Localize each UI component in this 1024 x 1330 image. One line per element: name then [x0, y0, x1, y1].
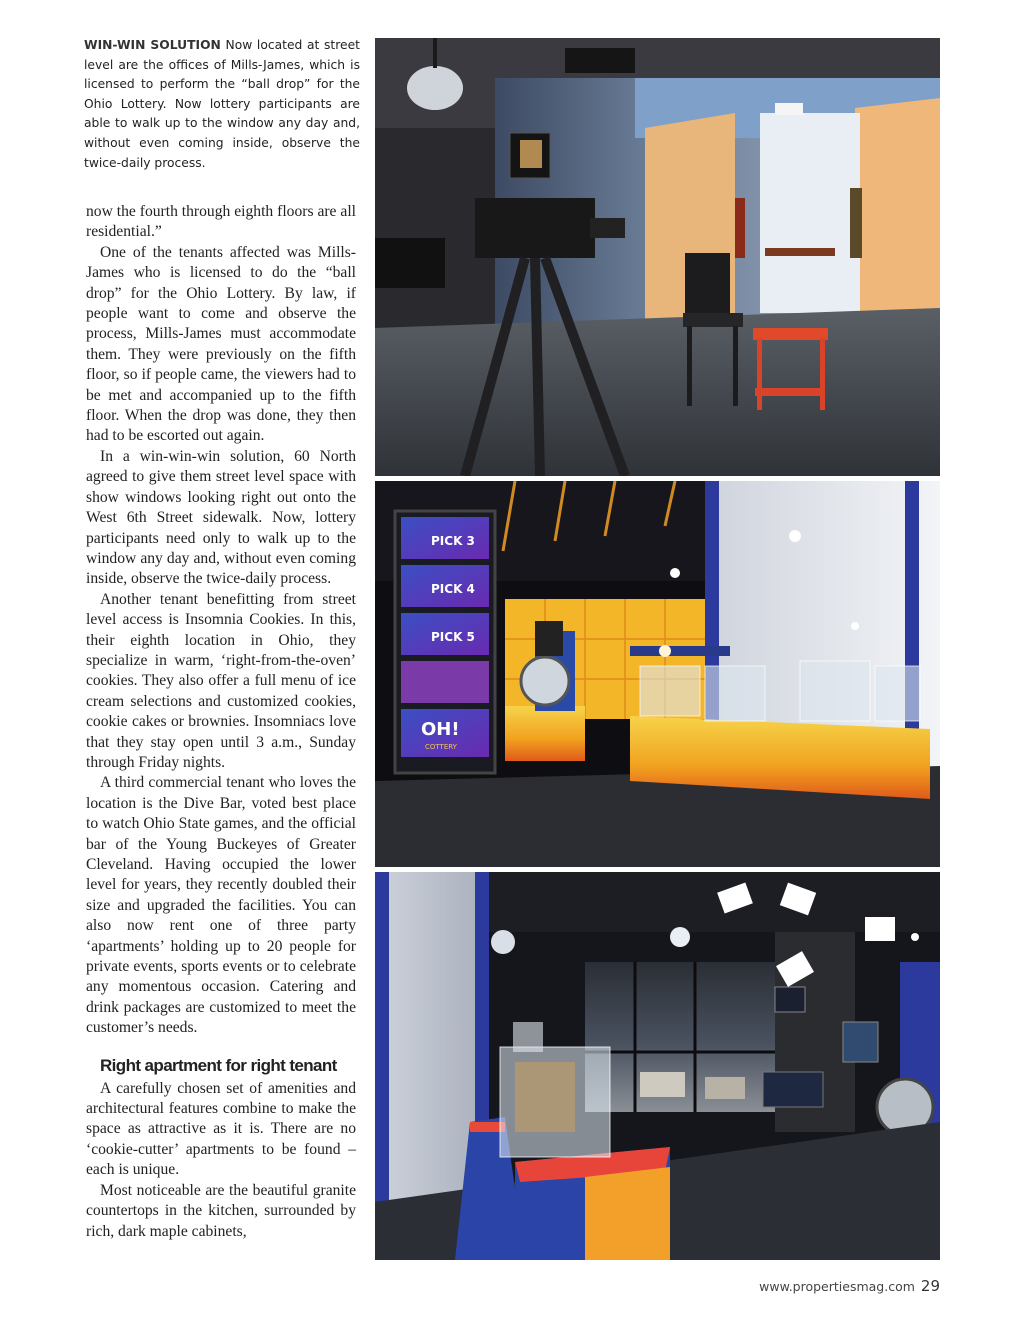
article-paragraph: Another tenant benefitting from street level access is Insomnia Cookies. In this, their eighth location in Ohio, they specialize in warm, ‘right-from-the-oven’ cookies. They also offer a full menu of ice cream selections and customized cookies, cookie cakes or brownies. Insomniacs love that they stay open until 3 a.m., Sunday through Friday nights.	[86, 590, 356, 771]
page-number: 29	[920, 1277, 940, 1295]
panel-oh: OH!	[421, 719, 460, 740]
panel-sub: COTTERY	[425, 743, 457, 751]
article-paragraph: One of the tenants affected was Mills-James who is licensed to do the “ball drop” for the Ohio Lottery. By law, if people want to come and observe the process, Mills-James must accommodate them. They were previously on the fifth floor, so if people came, the viewers had to be met and accompanied up to the fifth floor. When the drop was done, they then had to be escorted out again.	[86, 243, 356, 445]
article-paragraph: now the fourth through eighth floors are all residential.”	[86, 203, 356, 241]
article-column	[86, 202, 356, 1242]
panel-pick4: PICK 4	[431, 582, 475, 596]
street-window-studio-photo	[375, 872, 940, 1260]
article-paragraph: A third commercial tenant who loves the location is the Dive Bar, voted best place to watch Ohio State games, and the official bar of the Young Buckeyes of Greater Cleveland. Having occupied the lower level for years, they recently doubled their size and upgraded the facilities. You can also now rent one of three party ‘apartments’ holding up to 20 people for private events, sports events or to celebrate any momentous occasion. Catering and drink packages are customized to meet the customer’s needs.	[86, 774, 356, 1037]
page-footer	[759, 1276, 940, 1295]
lottery-studio-photo	[375, 481, 940, 867]
website-url: www.propertiesmag.com	[759, 1279, 915, 1294]
article-paragraph: A carefully chosen set of amenities and architectural features combine to make the space as attractive as it is. There are no ‘cookie-cutter’ apartments to be found – each is unique.	[86, 1079, 356, 1179]
article-paragraph: Most noticeable are the beautiful granite countertops in the kitchen, surrounded by rich, dark maple cabinets,	[86, 1181, 356, 1240]
section-heading: Right apartment for right tenant	[100, 1055, 337, 1075]
panel-pick5: PICK 5	[431, 630, 475, 644]
caption-text: Now located at street level are the offices of Mills-James, which is licensed to perform the “ball drop” for the Ohio Lottery. Now lottery participants are able to walk up to the window any day and, without even coming inside, observe the twice-daily process.	[84, 38, 360, 170]
studio-camera-photo	[375, 38, 940, 476]
caption-lead: WIN-WIN SOLUTION	[84, 38, 221, 52]
panel-pick3: PICK 3	[431, 534, 475, 548]
article-paragraph: In a win-win-win solution, 60 North agreed to give them street level space with show windows looking right out onto the West 6th Street sidewalk. Now, lottery participants need only to walk up to the window any day and, without even coming inside, observe the twice-daily process.	[86, 447, 356, 588]
photo-caption	[84, 36, 360, 173]
